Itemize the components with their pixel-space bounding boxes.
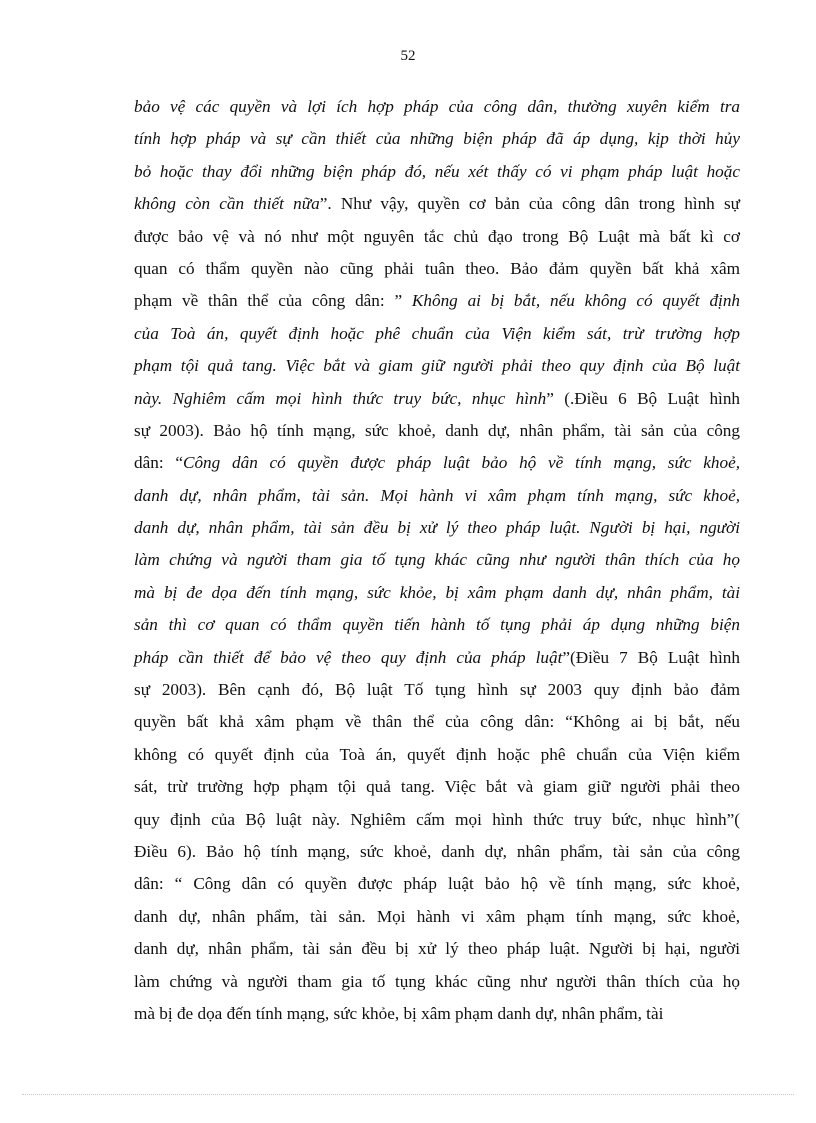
italic-text-run: danh dự, nhân phẩm, tài sản. Mọi hành vi xâm phạm tính mạng, sức khoẻ, (134, 485, 740, 505)
italic-text-run: Công dân có quyền được pháp luật bảo hộ về tính mạng, sức khoẻ, (183, 453, 740, 473)
italic-text-run: sản thì cơ quan có thẩm quyền tiến hành tố tụng phải áp dụng những biện (134, 615, 740, 635)
text-line (134, 318, 740, 350)
text-run: sự 2003). Bên cạnh đó, Bộ luật Tố tụng hình sự 2003 quy định bảo đảm (134, 680, 740, 700)
page-number: 52 (400, 48, 416, 64)
italic-text-run: mà bị đe dọa đến tính mạng, sức khỏe, bị xâm phạm danh dự, nhân phẩm, tài (134, 582, 740, 602)
text-run: danh dự, nhân phẩm, tài sản. Mọi hành vi xâm phạm tính mạng, sức khoẻ, (134, 906, 740, 926)
text-line (134, 674, 740, 706)
footer-dotted-rule (22, 1094, 794, 1095)
text-line (134, 383, 740, 415)
italic-text-run: danh dự, nhân phẩm, tài sản đều bị xử lý theo pháp luật. Người bị hại, người (134, 518, 740, 538)
text-run: quyền bất khả xâm phạm về thân thể của công dân: “Không ai bị bắt, nếu (134, 712, 740, 732)
text-line (134, 544, 740, 576)
italic-text-run: làm chứng và người tham gia tố tụng khác cũng như người thân thích của họ (134, 550, 740, 570)
text-line (134, 188, 740, 220)
text-line (134, 447, 740, 479)
italic-text-run: bảo vệ các quyền và lợi ích hợp pháp của công dân, thường xuyên kiểm tra (134, 97, 740, 116)
italic-text-run: bỏ hoặc thay đổi những biện pháp đó, nếu xét thấy có vi phạm pháp luật hoặc (134, 161, 740, 181)
text-run: quy định của Bộ luật này. Nghiêm cấm mọi hình thức truy bức, nhục hình”( (134, 809, 740, 829)
text-line (134, 285, 740, 317)
text-line (134, 415, 740, 447)
text-run: sự 2003). Bảo hộ tính mạng, sức khoẻ, danh dự, nhân phẩm, tài sản của công (134, 420, 740, 440)
text-run: dân: “ (134, 453, 183, 473)
text-line (134, 350, 740, 382)
text-line (134, 771, 740, 803)
italic-text-run: phạm tội quả tang. Việc bắt và giam giữ người phải theo quy định của Bộ luật (134, 356, 740, 376)
italic-text-run: Không ai bị bắt, nếu không có quyết định (411, 291, 741, 311)
text-line (134, 966, 740, 998)
text-run: danh dự, nhân phẩm, tài sản đều bị xử lý theo pháp luật. Người bị hại, người (134, 939, 740, 959)
text-line (134, 642, 740, 674)
text-run: ” (.Điều 6 Bộ Luật hình (546, 388, 741, 408)
text-line (134, 123, 740, 155)
italic-text-run: này. Nghiêm cấm mọi hình thức truy bức, nhục hình (134, 388, 547, 408)
text-line (134, 836, 740, 868)
text-line (134, 868, 740, 900)
text-run: ”(Điều 7 Bộ Luật hình (562, 647, 740, 667)
text-line (134, 512, 740, 544)
text-run: dân: “ Công dân có quyền được pháp luật bảo hộ về tính mạng, sức khoẻ, (134, 874, 740, 894)
text-run: không có quyết định của Toà án, quyết định hoặc phê chuẩn của Viện kiểm (134, 744, 740, 764)
italic-text-run: của Toà án, quyết định hoặc phê chuẩn của Viện kiểm sát, trừ trường hợp (134, 323, 740, 343)
text-line (134, 253, 740, 285)
text-line (134, 480, 740, 512)
text-run: sát, trừ trường hợp phạm tội quả tang. Việc bắt và giam giữ người phải theo (134, 777, 740, 797)
text-run: được bảo vệ và nó như một nguyên tắc chủ đạo trong Bộ Luật mà bất kì cơ (134, 226, 740, 246)
text-line (134, 998, 740, 1030)
text-run: quan có thẩm quyền nào cũng phải tuân theo. Bảo đảm quyền bất khả xâm (134, 258, 740, 278)
text-line (134, 804, 740, 836)
italic-text-run: không còn cần thiết nữa (134, 194, 320, 214)
text-line (134, 156, 740, 188)
body-text (134, 91, 740, 1030)
text-line (134, 221, 740, 253)
text-run: Điều 6). Bảo hộ tính mạng, sức khoẻ, danh dự, nhân phẩm, tài sản của công (134, 841, 740, 861)
text-run: ”. Như vậy, quyền cơ bản của công dân trong hình sự (319, 194, 741, 214)
text-line (134, 609, 740, 641)
italic-text-run: tính hợp pháp và sự cần thiết của những biện pháp đã áp dụng, kịp thời hủy (134, 129, 740, 149)
text-line (134, 739, 740, 771)
text-line (134, 933, 740, 965)
text-line (134, 706, 740, 738)
text-run: mà bị đe dọa đến tính mạng, sức khỏe, bị xâm phạm danh dự, nhân phẩm, tài (134, 1003, 664, 1023)
text-run: phạm về thân thể của công dân: ” (134, 291, 412, 311)
italic-text-run: pháp cần thiết để bảo vệ theo quy định của pháp luật (134, 647, 563, 667)
text-line (134, 577, 740, 609)
text-line (134, 901, 740, 933)
text-run: làm chứng và người tham gia tố tụng khác cũng như người thân thích của họ (134, 971, 740, 991)
text-line (134, 91, 740, 123)
